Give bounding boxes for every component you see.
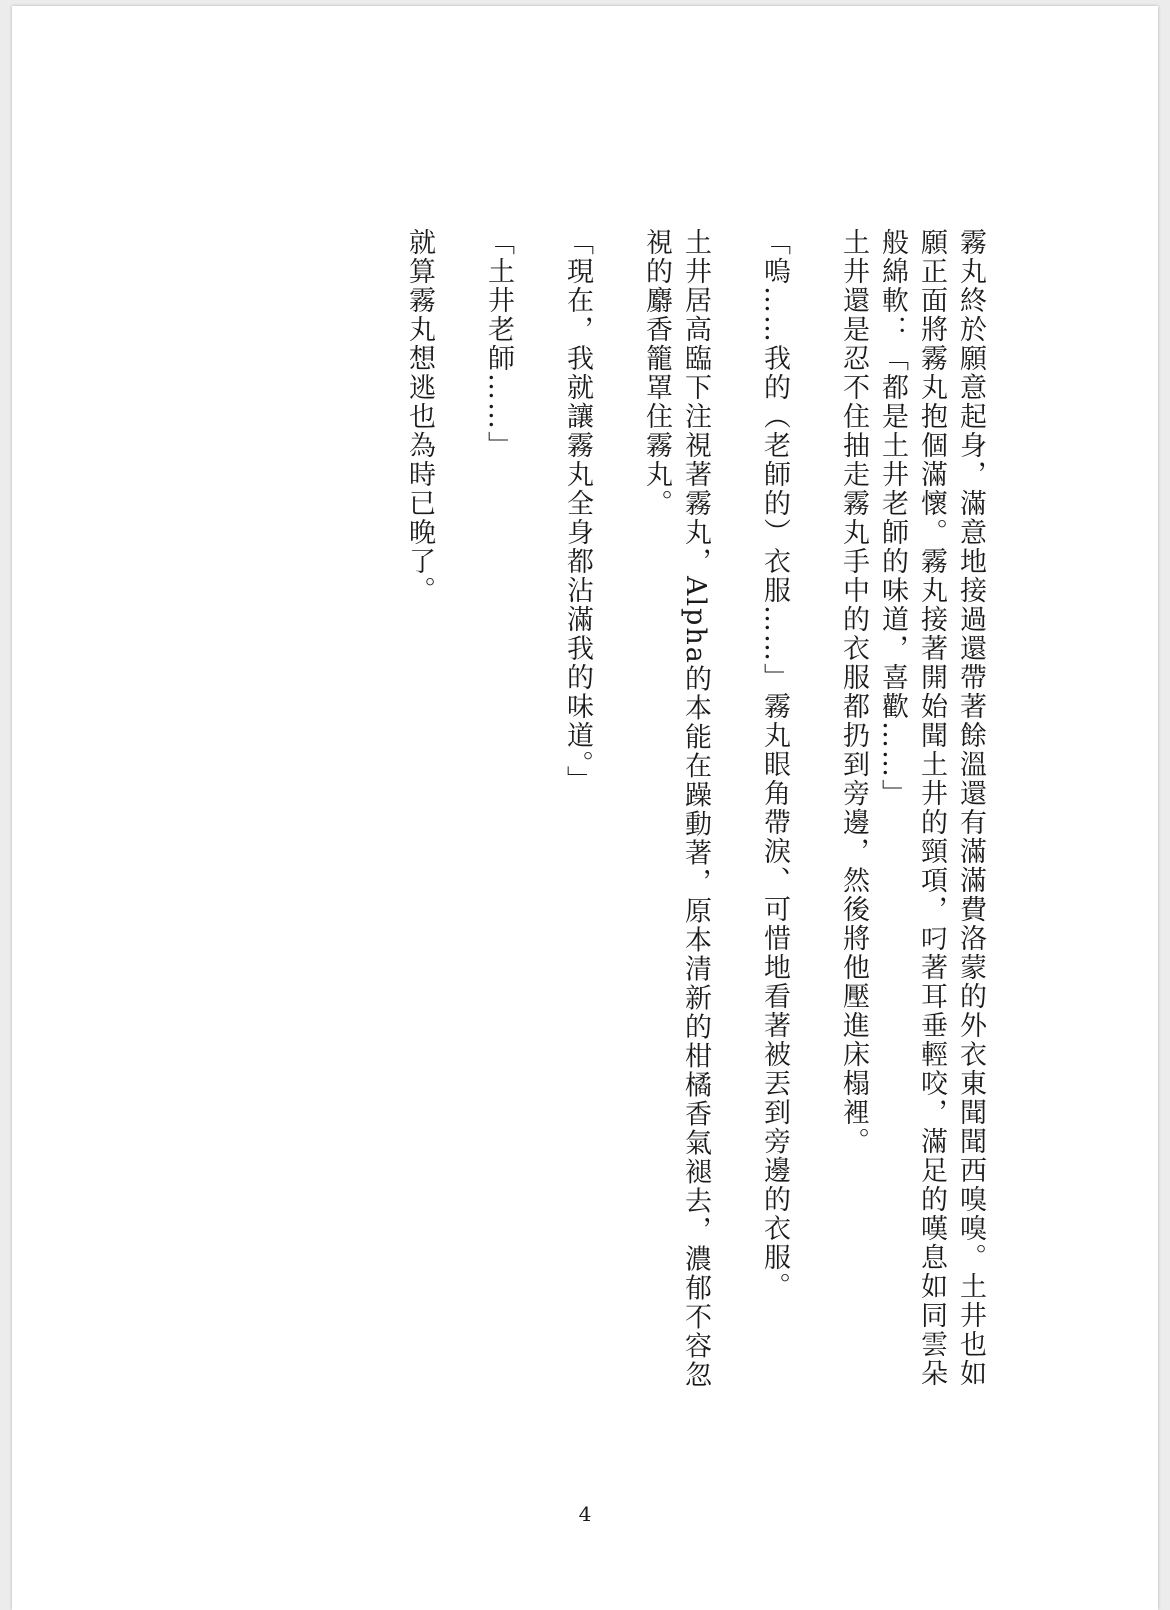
page-number: 4 (578, 1502, 592, 1526)
paragraph-6: 「土井老師……」 (483, 228, 514, 460)
paragraph-7: 就算霧丸想逃也為時已晚了。 (404, 228, 435, 605)
paragraph-2: 土井還是忍不住抽走霧丸手中的衣服都扔到旁邊，然後將他壓進床榻裡。 (838, 228, 869, 1156)
document-page (12, 6, 1158, 1610)
paragraph-4: 土井居高臨下注視著霧丸，Alpha的本能在躁動著，原本清新的柑橘香氣褪去，濃郁不容忽視的麝香籠罩住霧丸。 (641, 228, 711, 1390)
paragraph-3: 「嗚……我的（老師的）衣服……」霧丸眼角帶淚、可惜地看著被丟到旁邊的衣服。 (759, 228, 790, 1301)
paragraph-1: 霧丸終於願意起身，滿意地接過還帶著餘溫還有滿滿費洛蒙的外衣東聞聞西嗅嗅。土井也如願正面將霧丸抱個滿懷。霧丸接著開始聞土井的頸項，叼著耳垂輕咬，滿足的嘆息如同雲朵般綿軟：「都是土井老師的味道，喜歡……」 (877, 228, 986, 1388)
paragraph-5: 「現在，我就讓霧丸全身都沾滿我的味道。」 (562, 228, 593, 795)
vertical-text-body (360, 228, 990, 1400)
